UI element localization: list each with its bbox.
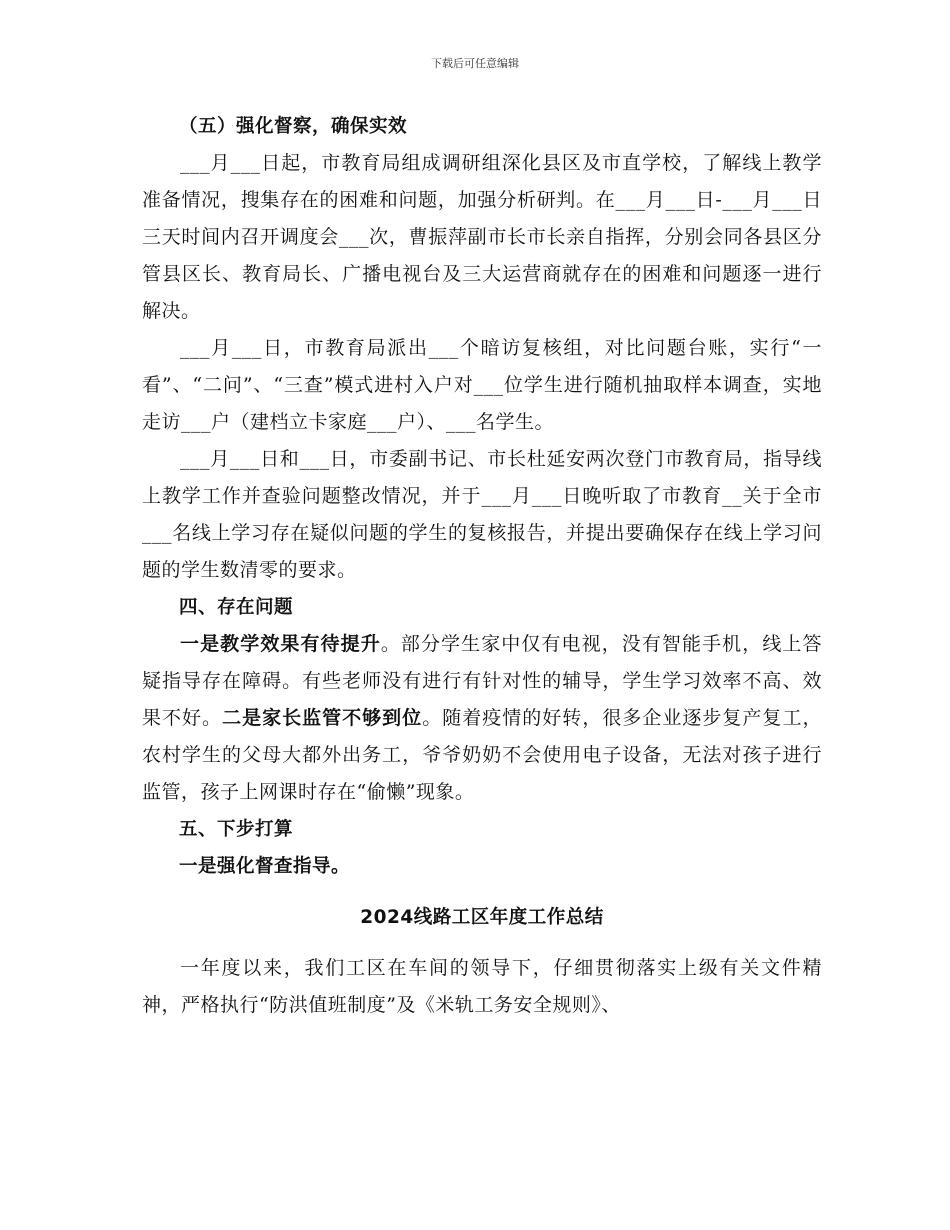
section-heading-5: （五）强化督察，确保实效 [179,116,408,137]
point-2-text: 。随着疫情的好转，很多企业逐步复产复工，农村学生的父母大都外出务工，爷爷奶奶不会使用电子设备，无法对孩子进行监管，孩子上网课时存在“偷懒”现象。 [142,707,822,803]
document-body [142,108,822,1024]
paragraph: ___月___日，市教育局派出___个暗访复核组，对比问题台账，实行“一看”、“二问”、“三查”模式进村入户对___位学生进行随机抽取样本调查，实地走访___户（建档立卡家庭___户）、___名学生。 [142,337,822,433]
paragraph-problems [142,626,822,811]
paragraph: 一年度以来，我们工区在车间的领导下，仔细贯彻落实上级有关文件精神，严格执行“防洪值班制度”及《米轨工务安全规则》、 [142,957,822,1016]
point-1-text: 。部分学生家中仅有电视，没有智能手机，线上答疑指导存在障碍。有些老师没有进行有针对性的辅导，学生学习效率不高、效果不好。 [142,633,822,729]
section-heading-plan: 五、下步打算 [179,819,294,840]
bold-point-2: 二是家长监管不够到位 [222,707,423,729]
document-title: 2024线路工区年度工作总结 [360,907,604,928]
section-heading-4: 四、存在问题 [179,597,294,618]
paragraph: ___月___日和___日，市委副书记、市长杜延安两次登门市教育局，指导线上教学工作并查验问题整改情况，并于___月___日晚听取了市教育__关于全市___名线上学习存在疑似问题的学生的复核报告，并提出要确保存在线上学习问题的学生数清零的要求。 [142,448,822,581]
paragraph: ___月___日起，市教育局组成调研组深化县区及市直学校，了解线上教学准备情况，搜集存在的困难和问题，加强分析研判。在___月___日-___月___日三天时间内召开调度会___次，曹振萍副市长市长亲自指挥，分别会同各县区分管县区长、教育局长、广播电视台及三大运营商就存在的困难和问题逐一进行解决。 [142,152,822,322]
bold-point-1: 一是教学效果有待提升 [180,633,381,655]
plan-item-1: 一是强化督查指导。 [179,856,351,877]
page-header: 下载后可任意编辑 [431,57,519,70]
